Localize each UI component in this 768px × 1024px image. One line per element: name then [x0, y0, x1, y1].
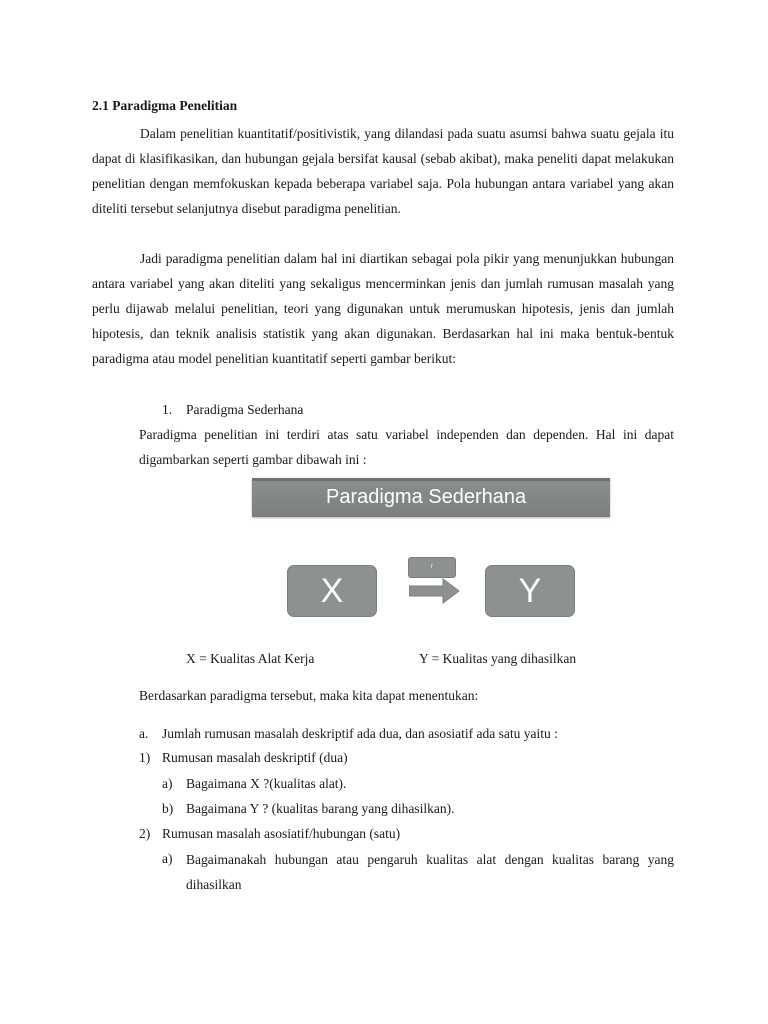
arrow-right-icon	[409, 578, 461, 604]
paragraph-definition: Jadi paradigma penelitian dalam hal ini diartikan sebagai pola pikir yang menunjukkan hubungan antara variabel yang akan diteliti yang sekaligus mencerminkan jenis dan jumlah rumusan masalah yang perlu dijawab melalui penelitian, teori yang digunakan untuk merumuskan hipotesis, jenis dan jumlah hipotesis, dan teknik analisis statistik yang akan digunakan. Berdasarkan hal ini maka bentuk-bentuk paradigma atau model penelitian kuantitatif seperti gambar berikut:	[92, 251, 674, 366]
list-item-2a: Bagaimanakah hubungan atau pengaruh kualitas alat dengan kualitas barang yang dihasilkan	[186, 852, 674, 892]
legend-y: Y = Kualitas yang dihasilkan	[419, 651, 577, 666]
figure-banner-title: Paradigma Sederhana	[326, 486, 527, 508]
list-marker-1: 1)	[139, 750, 151, 765]
item-number: 1.	[162, 402, 173, 417]
figure-banner	[252, 478, 610, 517]
list-item-1: Rumusan masalah deskriptif (dua)	[162, 750, 348, 765]
list-marker-2: 2)	[139, 826, 151, 841]
list-item-1a: Bagaimana X ?(kualitas alat).	[186, 776, 347, 791]
legend-x: X = Kualitas Alat Kerja	[186, 651, 315, 666]
list-item-2: Rumusan masalah asosiatif/hubungan (satu)	[162, 826, 401, 841]
variable-x-box: X	[287, 565, 377, 617]
item-label: Paradigma Sederhana	[186, 402, 304, 417]
relation-label: r	[408, 557, 456, 578]
variable-y-box: Y	[485, 565, 575, 617]
list-item-1b: Bagaimana Y ? (kualitas barang yang dihasilkan).	[186, 801, 455, 816]
list-intro: Berdasarkan paradigma tersebut, maka kita dapat menentukan:	[139, 688, 479, 703]
list-item-a: Jumlah rumusan masalah deskriptif ada dua, dan asosiatif ada satu yaitu :	[162, 726, 558, 741]
item-description: Paradigma penelitian ini terdiri atas satu variabel independen dan dependen. Hal ini dapat digambarkan seperti gambar dibawah ini :	[139, 427, 674, 467]
list-marker-1b: b)	[162, 801, 174, 816]
paragraph-intro: Dalam penelitian kuantitatif/positivistik, yang dilandasi pada suatu asumsi bahwa suatu gejala itu dapat di klasifikasikan, dan hubungan gejala bersifat kausal (sebab akibat), maka peneliti dapat melakukan penelitian dengan memfokuskan kepada beberapa variabel saja. Pola hubungan antara variabel yang akan diteliti tersebut selanjutnya disebut paradigma penelitian.	[92, 126, 674, 216]
list-marker-2a: a)	[162, 851, 173, 866]
list-marker-a: a.	[139, 726, 149, 741]
section-heading: 2.1 Paradigma Penelitian	[92, 98, 238, 113]
list-marker-1a: a)	[162, 776, 173, 791]
